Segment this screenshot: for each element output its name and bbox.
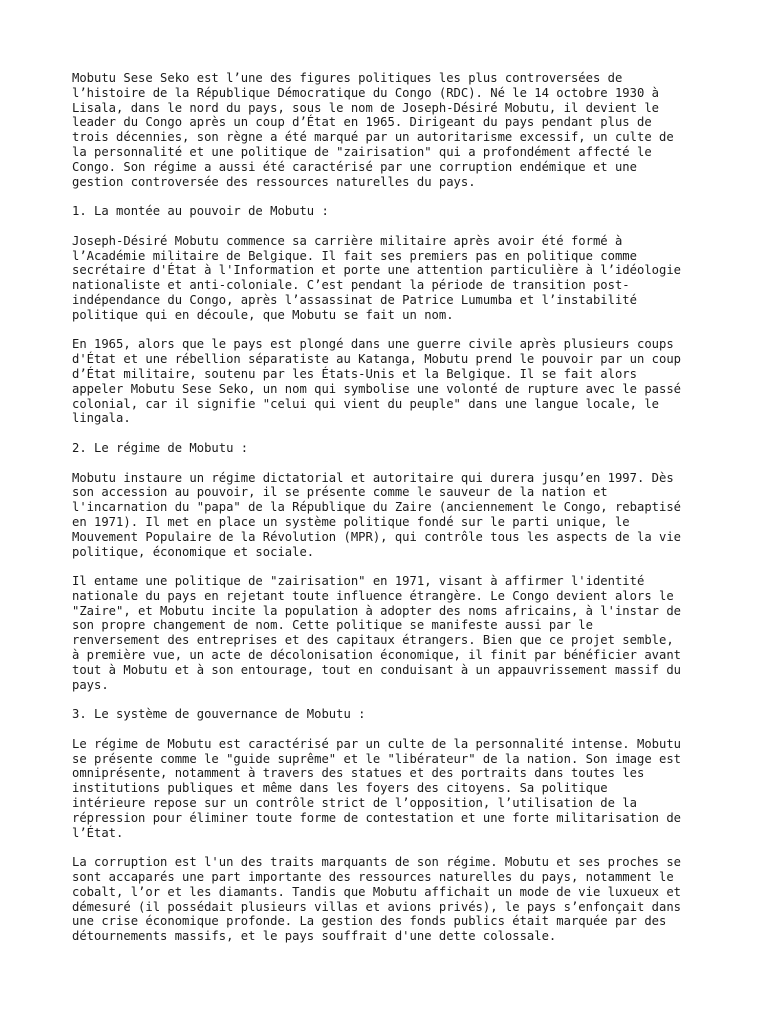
body-paragraph: La corruption est l'un des traits marquants de son régime. Mobutu et ses proches se sont accaparés une part importante des ressources naturelles du pays, notamment le cobalt, l’or et les diamants. Tandis que Mobutu affichait un mode de vie luxueux et démesuré (il possédait plusieurs villas et avions privés), le pays s’enfonçait dans une crise économique profonde. La gestion des fonds publics était marquée par des détournements massifs, et le pays souffrait d'une dette colossale.	[72, 855, 682, 944]
body-paragraph: Joseph-Désiré Mobutu commence sa carrière militaire après avoir été formé à l’Académie militaire de Belgique. Il fait ses premiers pas en politique comme secrétaire d'État à l'Information et porte une attention particulière à l’idéologie nationaliste et anti-coloniale. C’est pendant la période de transition post- indépendance du Congo, après l’assassinat de Patrice Lumumba et l’instabilité politique qui en découle, que Mobutu se fait un nom.	[72, 233, 682, 322]
section-heading-governance: 3. Le système de gouvernance de Mobutu :	[72, 707, 366, 722]
section-heading-regime: 2. Le régime de Mobutu :	[72, 440, 249, 455]
body-paragraph: Le régime de Mobutu est caractérisé par un culte de la personnalité intense. Mobutu se présente comme le "guide suprême" et le "libérateur" de la nation. Son image est omniprésente, notamment à travers des statues et des portraits dans toutes les institutions publiques et même dans les foyers des citoyens. Sa politique intérieure repose sur un contrôle strict de l’opposition, l’utilisation de la répression pour éliminer toute forme de contestation et une forte militarisation de l’État.	[72, 736, 682, 840]
body-paragraph: En 1965, alors que le pays est plongé dans une guerre civile après plusieurs coups d'État et une rébellion séparatiste au Katanga, Mobutu prend le pouvoir par un coup d’État militaire, soutenu par les États-Unis et la Belgique. Il se fait alors appeler Mobutu Sese Seko, un nom qui symbolise une volonté de rupture avec le passé colonial, car il signifie "celui qui vient du peuple" dans une langue locale, le lingala.	[72, 337, 682, 426]
intro-paragraph: Mobutu Sese Seko est l’une des figures politiques les plus controversées de l’histoire de la République Démocratique du Congo (RDC). Né le 14 octobre 1930 à Lisala, dans le nord du pays, sous le nom de Joseph-Désiré Mobutu, il devient le leader du Congo après un coup d’État en 1965. Dirigeant du pays pendant plus de trois décennies, son règne a été marqué par un autoritarisme excessif, un culte de la personnalité et une politique de "zairisation" qui a profondément affecté le Congo. Son régime a aussi été caractérisé par une corruption endémique et une gestion controversée des ressources naturelles du pays.	[72, 71, 674, 189]
body-paragraph: Il entame une politique de "zairisation" en 1971, visant à affirmer l'identité nationale du pays en rejetant toute influence étrangère. Le Congo devient alors le "Zaire", et Mobutu incite la population à adopter des noms africains, à l'instar de son propre changement de nom. Cette politique se manifeste aussi par le renversement des entreprises et des capitaux étrangers. Bien que ce projet semble, à première vue, un acte de décolonisation économique, il finit par bénéficier avant tout à Mobutu et à son entourage, tout en conduisant à un appauvrissement massif du pays.	[72, 574, 682, 692]
document-page	[72, 71, 712, 959]
section-heading-rise-to-power: 1. La montée au pouvoir de Mobutu :	[72, 204, 329, 219]
body-paragraph: Mobutu instaure un régime dictatorial et autoritaire qui durera jusqu’en 1997. Dès son accession au pouvoir, il se présente comme le sauveur de la nation et l'incarnation du "papa" de la République du Zaire (anciennement le Congo, rebaptisé en 1971). Il met en place un système politique fondé sur le parti unique, le Mouvement Populaire de la Révolution (MPR), qui contrôle tous les aspects de la vie politique, économique et sociale.	[72, 470, 682, 559]
